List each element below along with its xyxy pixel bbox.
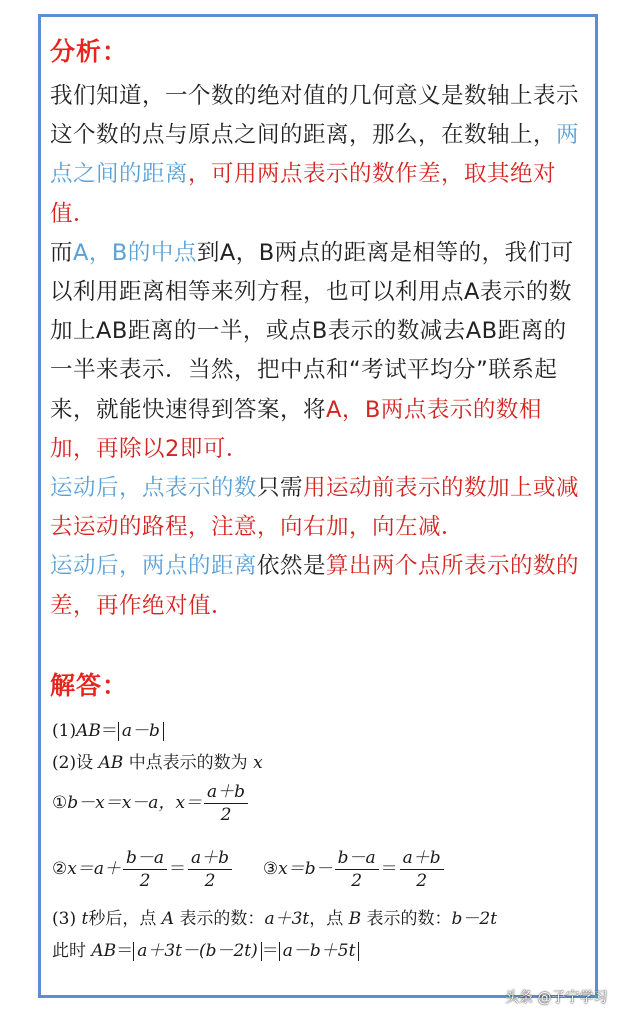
analysis-p4-emphasis: 算出两个点所表示的数的差，再作绝对值． xyxy=(50,553,580,619)
answer-l6-expr2: b－2t xyxy=(451,909,498,929)
answer-l7-ab: AB xyxy=(91,941,117,961)
answer-line-7 xyxy=(52,936,359,961)
fraction-b-minus-a xyxy=(123,848,167,891)
analysis-p4-highlight: 运动后，两点的距离 xyxy=(50,553,258,580)
answer-l6-text3: ，点 xyxy=(309,909,344,929)
answer-l7-text: 此时 xyxy=(52,941,86,961)
analysis-heading: 分析： xyxy=(50,37,129,66)
answer-line-4 xyxy=(52,848,446,891)
fraction-b-minus-a xyxy=(335,848,379,891)
answer-heading: 解答： xyxy=(50,671,129,700)
fraction-numerator: a＋b xyxy=(204,782,248,804)
analysis-body xyxy=(50,77,585,626)
answer-l3-eq: b－x＝x－a，x＝ xyxy=(67,793,203,813)
answer-l2-label: (2)设 xyxy=(52,753,94,773)
analysis-paragraph-1 xyxy=(50,77,585,234)
answer-l6-text2: 表示的数： xyxy=(179,909,265,929)
answer-l1-label: (1) xyxy=(52,721,77,741)
answer-l6-a: A xyxy=(161,909,175,929)
answer-l1-lhs: AB xyxy=(76,721,101,741)
analysis-p3-highlight: 运动后，点表示的数 xyxy=(50,475,258,502)
answer-l3-lead: ① xyxy=(52,793,68,813)
answer-line-3 xyxy=(52,782,250,825)
analysis-paragraph-4 xyxy=(50,547,585,625)
analysis-p2-prefix: 而 xyxy=(50,239,74,266)
fraction-a-plus-b xyxy=(188,848,232,891)
fraction-a-plus-b xyxy=(400,848,444,891)
fraction-denominator: 2 xyxy=(220,805,232,825)
answer-l7-eq2: ＝ xyxy=(261,941,279,961)
analysis-p4-text: 依然是 xyxy=(257,553,327,580)
answer-l2-ab: AB xyxy=(98,753,124,773)
answer-l1-abs: a－b xyxy=(118,722,164,741)
answer-l4-lead: ② xyxy=(52,859,68,879)
answer-l5-lead: ③ xyxy=(262,859,279,879)
answer-l6-label: (3) xyxy=(52,909,77,929)
answer-l7-eq: ＝ xyxy=(116,941,134,961)
analysis-p1-highlight: 两点之间的距离 xyxy=(50,122,580,188)
analysis-p3-emphasis: 用运动前表示的数加上或减去运动的路程，注意，向右加，向左减． xyxy=(50,475,580,541)
analysis-p2-highlight: A，B的中点 xyxy=(73,239,197,266)
answer-l6-expr1: a＋3t xyxy=(264,909,310,929)
fraction-denominator: 2 xyxy=(416,871,428,891)
answer-l4-eq: x＝a＋ xyxy=(67,859,121,879)
answer-l5-eq: x＝b－ xyxy=(278,859,333,879)
answer-line-2 xyxy=(52,748,263,773)
fraction-numerator: b－a xyxy=(335,848,379,870)
fraction-denominator: 2 xyxy=(139,871,151,891)
analysis-p3-text: 只需 xyxy=(257,475,304,502)
answer-line-6 xyxy=(52,904,497,929)
answer-l6-b: B xyxy=(348,909,362,929)
analysis-paragraph-3 xyxy=(50,469,585,547)
analysis-p2-text: 到A，B两点的距离是相等的，我们可以利用距离相等来列方程，也可以利用点A表示的数加上AB距离的一半，或点B表示的数减去AB距离的一半来表示．当然，把中点和“考试平均分”联系起来，就能快速得到答案，将 xyxy=(50,239,574,423)
answer-l1-eq: ＝ xyxy=(100,721,118,741)
answer-l5-eq2: ＝ xyxy=(380,859,398,879)
fraction-numerator: b－a xyxy=(123,848,167,870)
answer-l6-text1: 秒后，点 xyxy=(88,909,157,929)
analysis-p1-emphasis: ，可用两点表示的数作差，取其绝对值． xyxy=(50,161,557,227)
analysis-p2-emphasis: A，B两点表示的数相加，再除以2即可． xyxy=(50,396,542,462)
watermark: 头条 @子宁学习 xyxy=(505,990,608,1006)
fraction-a-plus-b xyxy=(204,782,248,825)
analysis-paragraph-2 xyxy=(50,234,585,469)
answer-l7-abs1: a＋3t－(b－2t) xyxy=(133,942,262,961)
fraction-denominator: 2 xyxy=(204,871,216,891)
fraction-numerator: a＋b xyxy=(188,848,232,870)
answer-l6-t: t xyxy=(81,909,89,929)
answer-l6-text4: 表示的数： xyxy=(366,909,452,929)
answer-l2-x: x xyxy=(253,753,263,773)
fraction-numerator: a＋b xyxy=(400,848,444,870)
answer-line-1 xyxy=(52,716,164,741)
answer-l4-eq2: ＝ xyxy=(169,859,187,879)
answer-l7-abs2: a－b＋5t xyxy=(279,942,360,961)
analysis-p1-text: 我们知道，一个数的绝对值的几何意义是数轴上表示这个数的点与原点之间的距离，那么，在数轴上， xyxy=(50,83,580,149)
fraction-denominator: 2 xyxy=(351,871,363,891)
answer-l2-text: 中点表示的数为 xyxy=(128,753,248,773)
